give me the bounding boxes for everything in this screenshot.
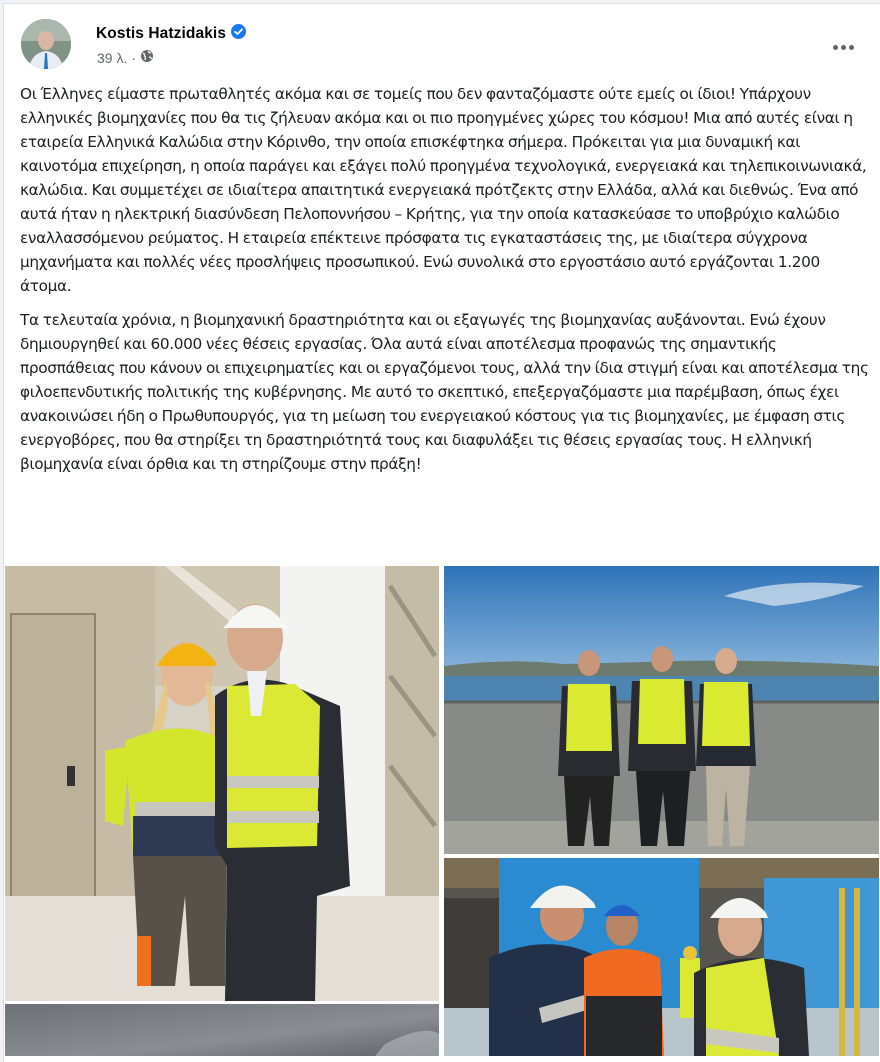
photo-three-men-waterfront[interactable] [444,566,879,854]
post-card [3,3,880,1062]
more-options-icon [833,45,838,50]
photo-image [444,858,879,1056]
globe-icon[interactable] [140,49,154,66]
author-link[interactable]: Kostis Hatzidakis [96,25,227,42]
meta-separator: · [131,49,137,66]
avatar-image [21,19,71,69]
more-options-button[interactable] [828,40,858,54]
more-options-dot [849,45,854,50]
photo-factory-floor-workers[interactable] [444,858,879,1056]
photo-image [444,566,879,854]
post-header [20,18,860,74]
avatar[interactable] [21,19,71,69]
post-text [20,82,872,486]
photo-image [5,1004,439,1056]
photo-cloudy-sky[interactable] [5,1004,439,1056]
author-name[interactable] [96,24,246,43]
post-timestamp[interactable]: 39 λ. [97,49,128,66]
verified-badge-icon [231,24,246,39]
photo-factory-worker-and-minister[interactable] [5,566,439,1001]
post-meta [97,49,154,66]
post-paragraph-1: Οι Έλληνες είμαστε πρωταθλητές ακόμα και σε τομείς που δεν φανταζόμαστε ούτε εμείς οι ίδιοι! Υπάρχουν ελληνικές βιομηχανίες που θα τις ζήλευαν ακόμα και οι πιο προηγμένες χώρες του κόσμου! Μια από αυτές είναι η εταιρεία Ελληνικά Καλώδια στην Κόρινθο, την οποία επισκέφτηκα σήμερα. Πρόκειται για μια δυναμική και καινοτόμα επιχείρηση, η οποία παράγει και εξάγει πολύ προηγμένα τεχνολογικά, ενεργειακά και τηλεπικοινωνιακά, καλώδια. Και συμμετέχει σε ιδιαίτερα απαιτητικά ενεργειακά πρότζεκτς στην Ελλάδα, αλλά και διεθνώς. Ένα από αυτά ήταν η ηλεκτρική διασύνδεση Πελοποννήσου – Κρήτης, για την οποία κατασκεύασε το υποβρύχιο καλώδιο εναλλασσόμενου ρεύματος. Η εταιρεία επέκτεινε πρόσφατα τις εγκαταστάσεις της, με ιδιαίτερα σύγχρονα μηχανήματα και πολλές νέες προσλήψεις προσωπικού. Ενώ συνολικά στο εργοστάσιο αυτό εργάζονται 1.200 άτομα. [20,85,867,295]
photo-image [5,566,439,1001]
post-paragraph-2: Τα τελευταία χρόνια, η βιομηχανική δραστηριότητα και οι εξαγωγές της βιομηχανίας αυξάνονται. Ενώ έχουν δημιουργηθεί και 60.000 νέες θέσεις εργασίας. Όλα αυτά είναι αποτέλεσμα προφανώς της σημαντικής προσπάθειας που κάνουν οι επιχειρηματίες και οι εργαζόμενοι τους, αλλά την ίδια στιγμή είναι και αποτέλεσμα της φιλοεπενδυτικής πολιτικής της κυβέρνησης. Με αυτό το σκεπτικό, επεξεργαζόμαστε μια παρέμβαση, όπως έχει ανακοινώσει ήδη ο Πρωθυπουργός, για τη μείωση του ενεργειακού κόστους για τις βιομηχανίες, με έμφαση στις ενεργοβόρες, που θα στηρίξει τη δραστηριότητά τους και διαφυλάξει τις θέσεις εργασίας τους. Η ελληνική βιομηχανία είναι όρθια και τη στηρίζουμε στην πράξη! [20,311,869,473]
more-options-dot [841,45,846,50]
